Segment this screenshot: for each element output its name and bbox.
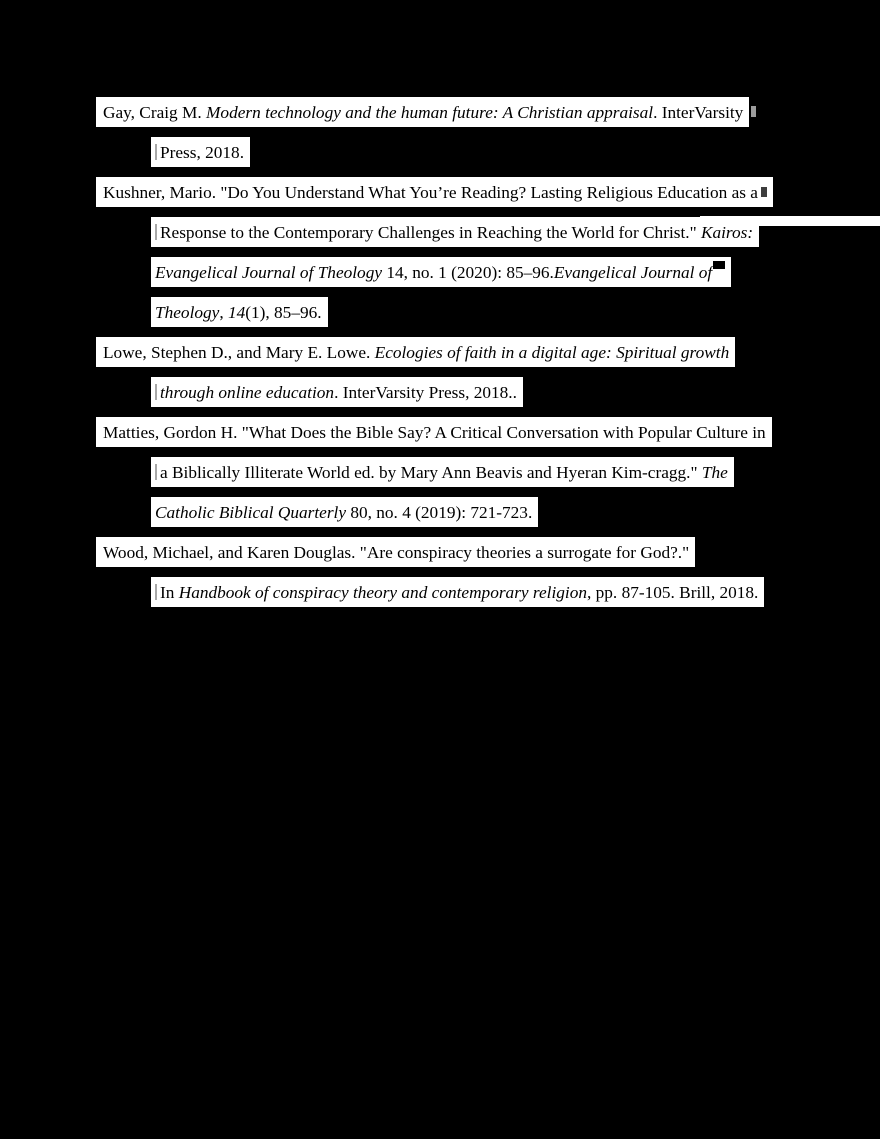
italic-text-segment: Evangelical Journal of Theology (155, 263, 383, 282)
bib-entry (96, 337, 773, 407)
bib-line (96, 497, 773, 527)
italic-text-segment: Evangelical Journal of (553, 263, 713, 282)
bib-line (96, 177, 773, 207)
bib-line (96, 537, 773, 567)
bib-line (96, 577, 773, 607)
text-segment: , pp. 87-105. Brill, 2018. (587, 583, 759, 602)
highlighted-text-line[interactable] (96, 417, 772, 447)
bib-line (96, 297, 773, 327)
highlighted-text-line[interactable] (151, 457, 734, 487)
bib-line (96, 457, 773, 487)
bib-entry (96, 417, 773, 527)
highlighted-text-line[interactable] (151, 577, 764, 607)
bib-line (96, 377, 773, 407)
highlighted-text-line[interactable] (96, 337, 735, 367)
bib-line (96, 337, 773, 367)
italic-text-segment: Theology (155, 303, 220, 322)
text-segment: (1), 85–96. (245, 303, 322, 322)
italic-text-segment: Kairos: (700, 223, 754, 242)
highlighted-text-line[interactable] (151, 297, 328, 327)
italic-text-segment: Handbook of conspiracy theory and contemporary religion (178, 583, 587, 602)
bib-line (96, 257, 773, 287)
bib-entry (96, 537, 773, 607)
bib-entry (96, 177, 773, 327)
italic-text-segment: Modern technology and the human future: A Christian appraisal (206, 103, 654, 122)
clipped-glyph-artifact (751, 106, 756, 117)
text-segment: Response to the Contemporary Challenges in Reaching the World for Christ." (160, 223, 701, 242)
highlighted-text-line[interactable] (151, 497, 538, 527)
highlighted-text-line[interactable] (151, 217, 759, 247)
text-segment: Lowe, Stephen D., and Mary E. Lowe. (103, 343, 375, 362)
bibliography (96, 97, 773, 617)
bib-entry (96, 97, 773, 167)
highlighted-text-line[interactable] (96, 97, 749, 127)
text-segment: a Biblically Illiterate World ed. by Mary Ann Beavis and Hyeran Kim-cragg." (160, 463, 702, 482)
bib-line (96, 417, 773, 447)
highlight-edge-bar-artifact (155, 224, 157, 240)
highlight-edge-bar-artifact (155, 384, 157, 400)
highlighted-text-line[interactable] (151, 137, 250, 167)
text-segment: Press, 2018. (160, 143, 245, 162)
text-segment: Gay, Craig M. (103, 103, 207, 122)
italic-text-segment: Ecologies of faith in a digital age: Spiritual growth (374, 343, 730, 362)
highlighted-text-line[interactable] (151, 257, 731, 287)
bib-line (96, 97, 773, 127)
highlight-edge-bar-artifact (155, 144, 157, 160)
highlighted-text-line[interactable] (96, 177, 773, 207)
text-segment: Wood, Michael, and Karen Douglas. "Are conspiracy theories a surrogate for God?." (103, 543, 690, 562)
italic-text-segment: 14 (227, 303, 246, 322)
text-segment: 80, no. 4 (2019): 721-723. (346, 503, 533, 522)
highlight-edge-bar-artifact (155, 464, 157, 480)
highlighted-text-line[interactable] (96, 537, 695, 567)
text-segment: Matties, Gordon H. "What Does the Bible Say? A Critical Conversation with Popular Culture in (103, 423, 766, 442)
text-segment: . InterVarsity (653, 103, 744, 122)
highlight-edge-bar-artifact (155, 584, 157, 600)
clipped-glyph-artifact (761, 187, 767, 197)
bib-line (96, 137, 773, 167)
text-segment: Kushner, Mario. "Do You Understand What You’re Reading? Lasting Religious Education as a (103, 183, 758, 202)
bib-line (96, 217, 773, 247)
text-segment: . InterVarsity Press, 2018.. (334, 383, 517, 402)
italic-text-segment: The (701, 463, 728, 482)
text-segment: 14, no. 1 (2020): 85–96. (382, 263, 554, 282)
highlighted-text-line[interactable] (151, 377, 523, 407)
superscript-mark-artifact (713, 261, 725, 269)
italic-text-segment: Catholic Biblical Quarterly (155, 503, 347, 522)
text-segment: , (219, 303, 228, 322)
italic-text-segment: through online education (160, 383, 335, 402)
text-segment: In (160, 583, 179, 602)
